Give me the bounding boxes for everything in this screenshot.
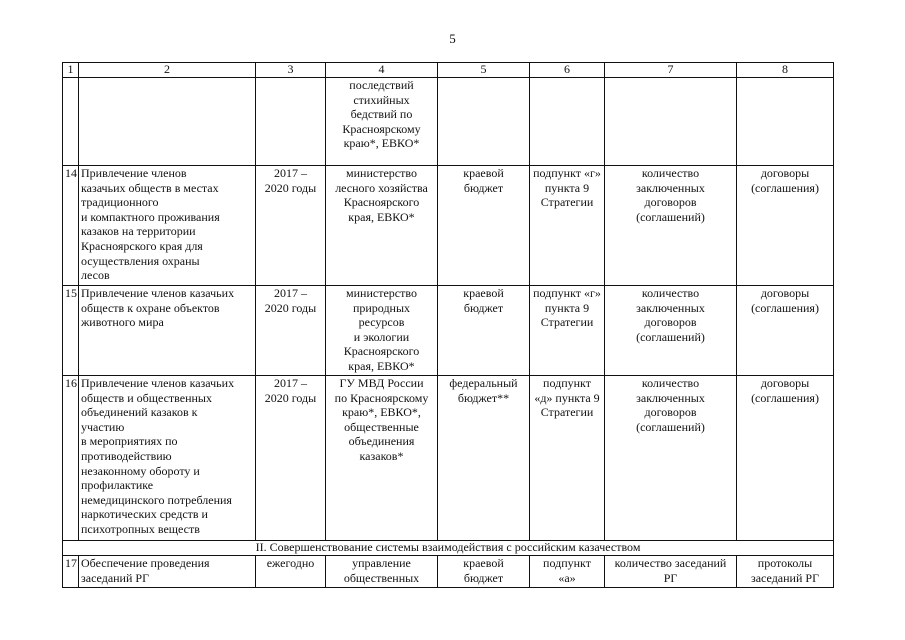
indicator-cell: количество заседаний РГ bbox=[605, 556, 737, 588]
indicator-cell: количество заключенных договоров (соглашений) bbox=[605, 166, 737, 286]
funding-cell: краевой бюджет bbox=[438, 286, 530, 376]
basis-cell: подпункт «г» пункта 9 Стратегии bbox=[530, 286, 605, 376]
basis-cell bbox=[530, 78, 605, 166]
funding-cell: краевой бюджет bbox=[438, 166, 530, 286]
section-row bbox=[63, 541, 834, 556]
column-header: 1 bbox=[63, 63, 79, 78]
row-number: 17 bbox=[63, 556, 79, 588]
basis-cell: подпункт «д» пункта 9 Стратегии bbox=[530, 376, 605, 541]
period-cell bbox=[256, 78, 326, 166]
indicator-cell: количество заключенных договоров (соглашений) bbox=[605, 286, 737, 376]
page-number: 5 bbox=[449, 31, 456, 46]
result-cell: договоры (соглашения) bbox=[737, 166, 834, 286]
funding-cell: краевой бюджет bbox=[438, 556, 530, 588]
event-cell bbox=[79, 78, 256, 166]
column-header: 3 bbox=[256, 63, 326, 78]
funding-cell bbox=[438, 78, 530, 166]
table-row-continuation bbox=[63, 78, 834, 166]
executor-cell: управление общественных bbox=[326, 556, 438, 588]
indicator-cell bbox=[605, 78, 737, 166]
column-header: 6 bbox=[530, 63, 605, 78]
row-number: 14 bbox=[63, 166, 79, 286]
executor-cell: последствий стихийных бедствий по Красноярскому краю*, ЕВКО* bbox=[326, 78, 438, 166]
section-title: II. Совершенствование системы взаимодействия с российским казачеством bbox=[63, 541, 834, 556]
result-cell: договоры (соглашения) bbox=[737, 286, 834, 376]
result-cell: протоколы заседаний РГ bbox=[737, 556, 834, 588]
table-row bbox=[63, 556, 834, 588]
basis-cell: подпункт «а» bbox=[530, 556, 605, 588]
table-row bbox=[63, 166, 834, 286]
events-table bbox=[62, 62, 834, 588]
column-header: 5 bbox=[438, 63, 530, 78]
event-cell: Привлечение членов казачьих обществ и общественных объединений казаков к участию в мероприятиях по противодействию незаконному обороту и профилактике немедицинского потребления наркотических средств и психотропных веществ bbox=[79, 376, 256, 541]
period-cell: 2017 – 2020 годы bbox=[256, 286, 326, 376]
event-cell: Обеспечение проведения заседаний РГ bbox=[79, 556, 256, 588]
event-cell: Привлечение членов казачьих обществ к охране объектов животного мира bbox=[79, 286, 256, 376]
funding-cell: федеральный бюджет** bbox=[438, 376, 530, 541]
column-header: 8 bbox=[737, 63, 834, 78]
result-cell bbox=[737, 78, 834, 166]
row-number: 15 bbox=[63, 286, 79, 376]
column-number-row bbox=[63, 63, 834, 78]
row-number: 16 bbox=[63, 376, 79, 541]
column-header: 4 bbox=[326, 63, 438, 78]
table-row bbox=[63, 286, 834, 376]
executor-cell: ГУ МВД России по Красноярскому краю*, ЕВКО*, общественные объединения казаков* bbox=[326, 376, 438, 541]
column-header: 7 bbox=[605, 63, 737, 78]
period-cell: ежегодно bbox=[256, 556, 326, 588]
basis-cell: подпункт «г» пункта 9 Стратегии bbox=[530, 166, 605, 286]
executor-cell: министерство природных ресурсов и экологии Красноярского края, ЕВКО* bbox=[326, 286, 438, 376]
executor-cell: министерство лесного хозяйства Красноярского края, ЕВКО* bbox=[326, 166, 438, 286]
period-cell: 2017 – 2020 годы bbox=[256, 166, 326, 286]
event-cell: Привлечение членов казачьих обществ в местах традиционного и компактного проживания казаков на территории Красноярского края для осуществления охраны лесов bbox=[79, 166, 256, 286]
row-number bbox=[63, 78, 79, 166]
result-cell: договоры (соглашения) bbox=[737, 376, 834, 541]
column-header: 2 bbox=[79, 63, 256, 78]
indicator-cell: количество заключенных договоров (соглашений) bbox=[605, 376, 737, 541]
period-cell: 2017 – 2020 годы bbox=[256, 376, 326, 541]
table-row bbox=[63, 376, 834, 541]
